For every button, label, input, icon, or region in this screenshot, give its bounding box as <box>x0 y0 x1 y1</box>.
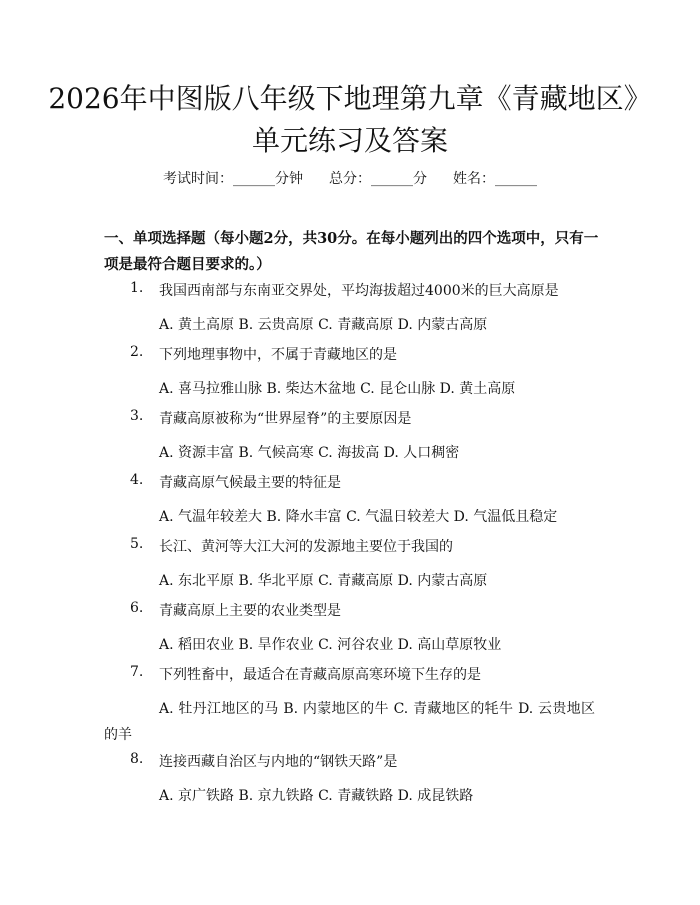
question-number: 6. <box>130 600 144 616</box>
question-options: A. 东北平原 B. 华北平原 C. 青藏高原 D. 内蒙古高原 <box>159 573 488 589</box>
question-item <box>0 536 700 600</box>
question-item <box>0 472 700 536</box>
question-options: A. 京广铁路 B. 京九铁路 C. 青藏铁路 D. 成昆铁路 <box>159 788 474 804</box>
question-stem: 青藏高原气候最主要的特征是 <box>159 475 341 491</box>
question-number: 2. <box>130 344 144 360</box>
question-stem: 长江、黄河等大江大河的发源地主要位于我国的 <box>159 539 453 555</box>
question-number: 7. <box>130 664 144 680</box>
question-stem: 下列地理事物中，不属于青藏地区的是 <box>159 347 397 363</box>
total-score-field: 总分：______分 <box>329 171 427 187</box>
question-item <box>0 751 700 815</box>
question-stem: 连接西藏自治区与内地的“钢铁天路”是 <box>159 754 398 770</box>
question-stem: 下列牲畜中，最适合在青藏高原高寒环境下生存的是 <box>159 667 481 683</box>
question-stem: 青藏高原被称为“世界屋脊”的主要原因是 <box>159 411 412 427</box>
question-stem: 我国西南部与东南亚交界处，平均海拔超过4000米的巨大高原是 <box>159 283 559 299</box>
question-options: A. 资源丰富 B. 气候高寒 C. 海拔高 D. 人口稠密 <box>159 445 460 461</box>
question-options: A. 牡丹江地区的马 B. 内蒙地区的牛 C. 青藏地区的牦牛 D. 云贵地区 <box>159 701 595 717</box>
question-number: 4. <box>130 472 144 488</box>
question-number: 1. <box>130 280 144 296</box>
document-title: 2026年中图版八年级下地理第九章《青藏地区》单元练习及答案 <box>48 82 652 157</box>
question-options-continuation: 的羊 <box>104 727 132 743</box>
section-heading: 一、单项选择题（每小题2分，共30分。在每小题列出的四个选项中，只有一项是最符合题目要求的。） <box>104 230 599 273</box>
name-field: 姓名：______ <box>453 171 537 187</box>
question-stem: 青藏高原上主要的农业类型是 <box>159 603 341 619</box>
question-options: A. 气温年较差大 B. 降水丰富 C. 气温日较差大 D. 气温低且稳定 <box>159 509 558 525</box>
question-item <box>0 280 700 344</box>
question-item <box>0 408 700 472</box>
question-item <box>0 344 700 408</box>
question-list <box>0 280 700 815</box>
question-options: A. 黄土高原 B. 云贵高原 C. 青藏高原 D. 内蒙古高原 <box>159 317 488 333</box>
question-item <box>0 664 700 751</box>
question-item <box>0 600 700 664</box>
question-number: 8. <box>130 751 144 767</box>
question-options: A. 喜马拉雅山脉 B. 柴达木盆地 C. 昆仑山脉 D. 黄土高原 <box>159 381 516 397</box>
question-options: A. 稻田农业 B. 旱作农业 C. 河谷农业 D. 高山草原牧业 <box>159 637 502 653</box>
exam-time-field: 考试时间：______分钟 <box>163 171 303 187</box>
question-number: 3. <box>130 408 144 424</box>
question-number: 5. <box>130 536 144 552</box>
exam-meta <box>0 168 700 188</box>
